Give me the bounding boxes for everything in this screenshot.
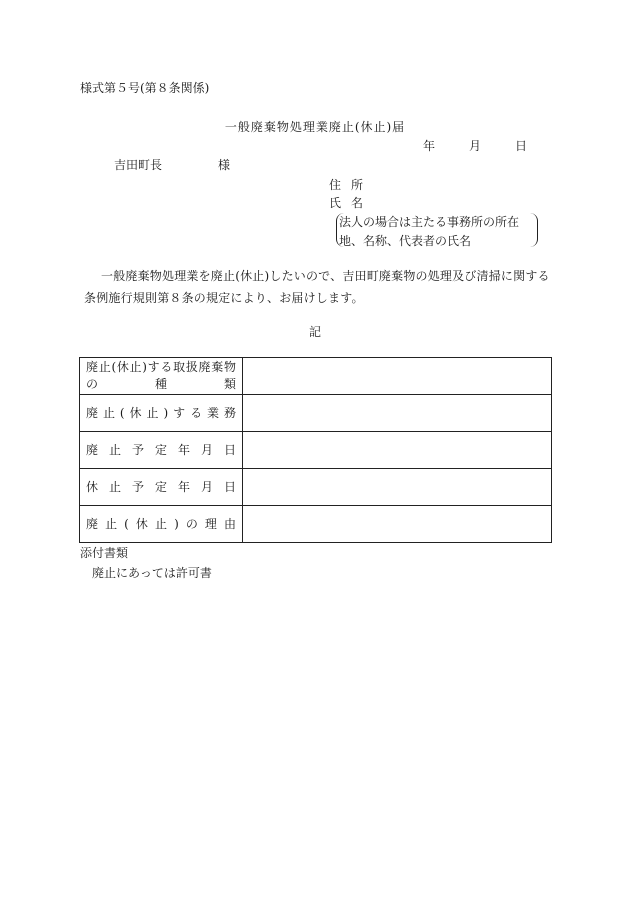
attachments-heading: 添付書類 <box>80 546 129 560</box>
body-text: 一般廃棄物処理業を廃止(休止)したいので、吉田町廃棄物の処理及び清掃に関する条例施行規則第８条の規定により、お届けします。 <box>84 269 550 305</box>
form-number: 様式第５号(第８条関係) <box>80 81 210 95</box>
ki-heading: 記 <box>308 325 321 339</box>
addressee-honorific: 様 <box>218 158 231 172</box>
address-label: 住所 <box>329 178 374 192</box>
row-label: 休止予定年月日 <box>80 469 243 506</box>
name-label: 氏名 <box>329 196 374 210</box>
table-row <box>80 506 552 543</box>
row-label: 廃止(休止)する取扱廃棄物の種類 <box>80 358 243 395</box>
row-value-cell[interactable] <box>243 395 552 432</box>
corporate-note: 法人の場合は主たる事務所の所在地、名称、代表者の氏名 <box>336 213 538 247</box>
table-row <box>80 395 552 432</box>
row-value-cell[interactable] <box>243 506 552 543</box>
row-label: 廃止予定年月日 <box>80 432 243 469</box>
date-line <box>423 140 527 152</box>
table-row <box>80 432 552 469</box>
date-day-label: 日 <box>515 139 528 153</box>
details-table <box>79 357 552 543</box>
row-value-cell[interactable] <box>243 469 552 506</box>
table-row <box>80 469 552 506</box>
date-month-label: 月 <box>469 139 482 153</box>
attachment-item: 廃止にあっては許可書 <box>92 566 212 580</box>
addressee-name: 吉田町長 <box>114 158 163 172</box>
addressee <box>114 159 230 171</box>
date-year-label: 年 <box>423 139 436 153</box>
row-value-cell[interactable] <box>243 432 552 469</box>
row-value-cell[interactable] <box>243 358 552 395</box>
table-row <box>80 358 552 395</box>
document-title: 一般廃棄物処理業廃止(休止)届 <box>224 120 406 134</box>
row-label: 廃止(休止)する業務 <box>80 395 243 432</box>
row-label: 廃止(休止)の理由 <box>80 506 243 543</box>
